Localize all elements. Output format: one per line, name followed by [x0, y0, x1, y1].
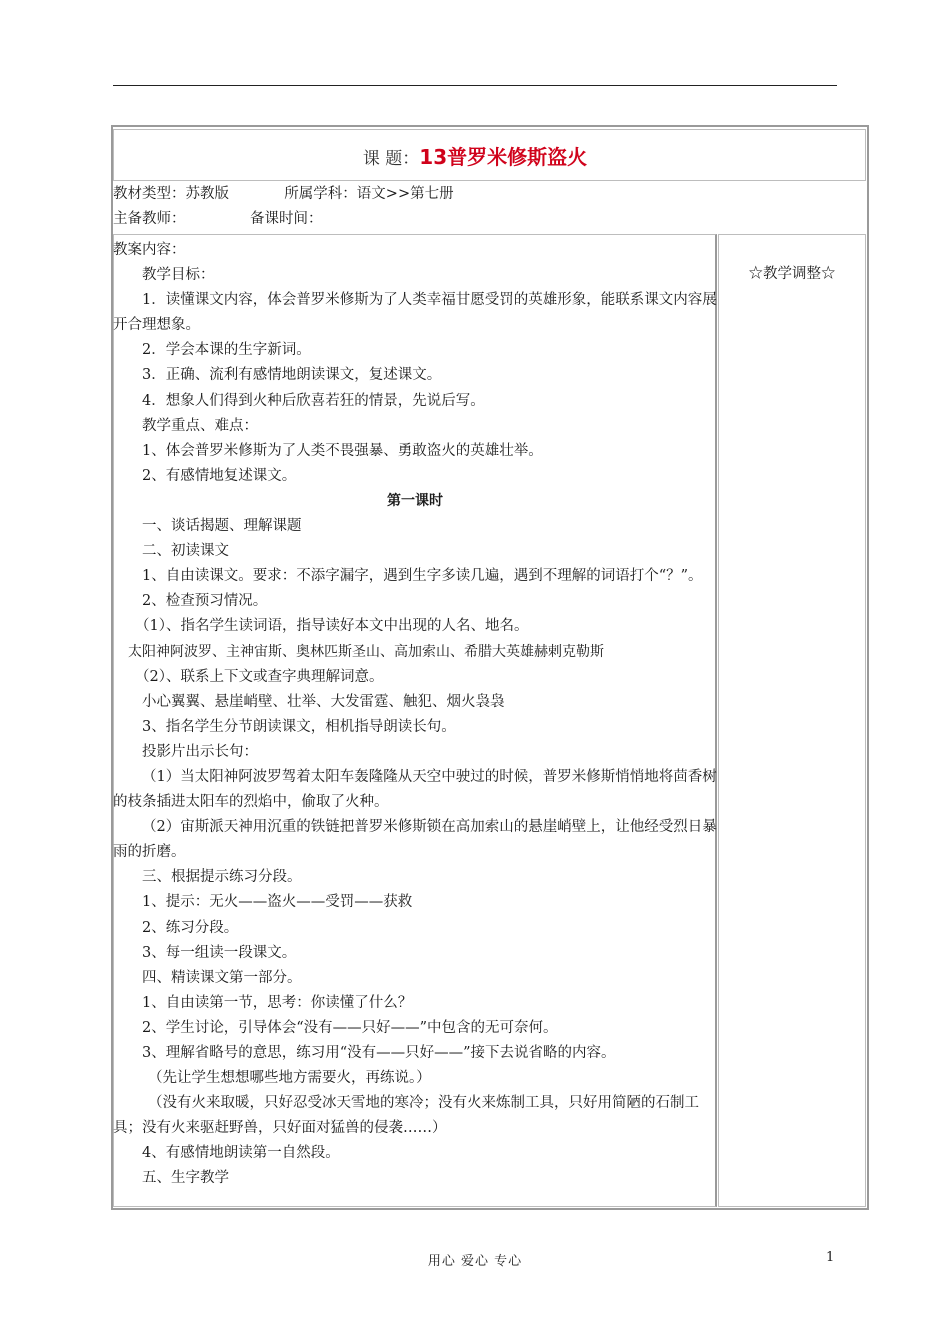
content-line: 3、每一组读一段课文。: [142, 944, 297, 961]
content-line: 2、练习分段。: [142, 919, 239, 936]
content-line: 3、指名学生分节朗读课文，相机指导朗读长句。: [142, 718, 456, 735]
content-line: 教学重点、难点：: [142, 417, 258, 434]
lesson-title: [0, 146, 950, 170]
content-line: 五、生字教学: [142, 1170, 229, 1187]
content-line: 1．读懂课文内容，体会普罗米修斯为了人类幸福甘愿受罚的英雄形象，能联系课文内容展开合理想象。: [113, 292, 717, 334]
content-line: 1、体会普罗米修斯为了人类不畏强暴、勇敢盗火的英雄壮举。: [142, 442, 543, 459]
header-rule: [113, 85, 837, 86]
content-line: （1）当太阳神阿波罗驾着太阳车轰隆隆从天空中驶过的时候，普罗米修斯悄悄地将茴香树的枝条插进太阳车的烈焰中，偷取了火种。: [113, 768, 717, 811]
title-label: 课 题：: [362, 149, 420, 169]
content-line: 一、谈话揭题、理解课题: [142, 518, 302, 535]
content-line: （2）宙斯派天神用沉重的铁链把普罗米修斯锁在高加索山的悬崖峭壁上，让他经受烈日暴雨的折磨。: [113, 819, 717, 861]
content-line: 三、根据提示练习分段。: [142, 869, 302, 886]
meta-line-2: 主备教师： 备课时间：: [113, 211, 323, 227]
content-line: 小心翼翼、悬崖峭壁、壮举、大发雷霆、触犯、烟火袅袅: [142, 693, 505, 710]
content-line: （先让学生想想哪些地方需要火，再练说。）: [148, 1070, 431, 1087]
content-line: 教案内容：: [113, 242, 186, 258]
content-line: 投影片出示长句：: [142, 743, 258, 760]
lesson-content: [113, 238, 717, 1192]
section-heading: 第一课时: [387, 492, 443, 509]
content-line: 太阳神阿波罗、主神宙斯、奥林匹斯圣山、高加索山、希腊大英雄赫剌克勒斯: [128, 643, 604, 660]
content-line: 2、学生讨论，引导体会“没有——只好——”中包含的无可奈何。: [142, 1019, 558, 1036]
content-line: 四、精读课文第一部分。: [142, 969, 302, 986]
content-line: 2、检查预习情况。: [142, 593, 268, 610]
content-line: 教学目标：: [142, 267, 215, 284]
content-line: 4．想象人们得到火种后欣喜若狂的情景，先说后写。: [142, 392, 485, 409]
page-number: 1: [826, 1250, 835, 1265]
content-line: 1、自由读课文。要求：不添字漏字，遇到生字多读几遍，遇到不理解的词语打个“？”。: [142, 568, 703, 585]
content-line: （2）、联系上下文或查字典理解词意。: [135, 668, 384, 685]
content-line: 二、初读课文: [142, 543, 229, 560]
content-line: 2、有感情地复述课文。: [142, 467, 297, 484]
title-main: 13普罗米修斯盗火: [419, 145, 588, 169]
content-line: 3、理解省略号的意思，练习用“没有——只好——”接下去说省略的内容。: [142, 1045, 616, 1061]
content-line: 4、有感情地朗读第一自然段。: [142, 1145, 340, 1162]
meta-line-1: 教材类型：苏教版 所属学科：语文>>第七册: [113, 186, 454, 202]
content-line: 3．正确、流利有感情地朗读课文，复述课文。: [142, 367, 442, 384]
content-line: （没有火来取暖，只好忍受冰天雪地的寒冷；没有火来炼制工具，只好用简陋的石制工具；没有火来驱赶野兽，只好面对猛兽的侵袭……）: [113, 1095, 699, 1137]
content-line: 2．学会本课的生字新词。: [142, 342, 311, 359]
content-line: 1、提示：无火——盗火——受罚——获救: [142, 894, 413, 911]
adjust-label: ☆教学调整☆: [748, 266, 836, 282]
page-footer: 用心 爱心 专心: [427, 1254, 523, 1269]
content-line: 1、自由读第一节，思考：你读懂了什么？: [142, 994, 413, 1011]
adjust-cell: [718, 234, 866, 1207]
content-line: （1）、指名学生读词语，指导读好本文中出现的人名、地名。: [135, 618, 529, 635]
